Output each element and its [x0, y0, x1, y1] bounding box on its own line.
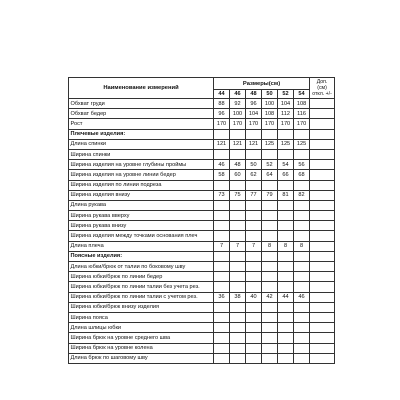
table-row	[69, 119, 335, 129]
size-value-cell: 121	[246, 139, 262, 149]
size-value-cell	[278, 180, 294, 190]
size-value-cell	[246, 333, 262, 343]
size-value-cell: 100	[230, 109, 246, 119]
size-value-cell	[230, 272, 246, 282]
size-value-cell	[246, 251, 262, 261]
size-value-cell: 108	[294, 99, 310, 109]
size-value-cell	[262, 231, 278, 241]
size-value-cell	[230, 282, 246, 292]
tolerance-cell	[310, 221, 335, 231]
tolerance-cell	[310, 282, 335, 292]
tolerance-cell	[310, 170, 335, 180]
size-value-cell	[230, 251, 246, 261]
table-row	[69, 160, 335, 170]
size-value-cell	[246, 200, 262, 210]
size-value-cell	[262, 251, 278, 261]
size-value-cell: 54	[278, 160, 294, 170]
size-value-cell	[214, 211, 230, 221]
size-header-cell: 54	[294, 90, 310, 99]
table-row	[69, 170, 335, 180]
size-value-cell	[278, 333, 294, 343]
size-value-cell	[262, 333, 278, 343]
size-value-cell	[294, 211, 310, 221]
size-value-cell	[262, 262, 278, 272]
tolerance-cell	[310, 262, 335, 272]
size-value-cell	[262, 221, 278, 231]
size-value-cell	[294, 323, 310, 333]
size-value-cell: 38	[230, 292, 246, 302]
measurement-name: Ширина изделия внизу	[69, 190, 214, 200]
size-value-cell	[262, 272, 278, 282]
size-value-cell	[214, 333, 230, 343]
size-value-cell	[214, 221, 230, 231]
size-value-cell	[278, 312, 294, 322]
size-value-cell: 112	[278, 109, 294, 119]
size-value-cell: 36	[214, 292, 230, 302]
size-value-cell: 56	[294, 160, 310, 170]
size-value-cell: 7	[214, 241, 230, 251]
size-header-cell: 46	[230, 90, 246, 99]
table-row	[69, 262, 335, 272]
measurement-name: Ширина пояса	[69, 312, 214, 322]
size-value-cell: 125	[294, 139, 310, 149]
size-value-cell: 100	[262, 99, 278, 109]
size-value-cell: 96	[246, 99, 262, 109]
tolerance-cell	[310, 119, 335, 129]
table-row	[69, 180, 335, 190]
size-value-cell: 170	[262, 119, 278, 129]
table-row	[69, 190, 335, 200]
section-title: Поясные изделия:	[69, 251, 214, 261]
size-value-cell	[278, 211, 294, 221]
size-value-cell	[278, 149, 294, 159]
size-value-cell: 121	[214, 139, 230, 149]
size-value-cell: 104	[278, 99, 294, 109]
table-row	[69, 241, 335, 251]
section-row	[69, 129, 335, 139]
tolerance-cell	[310, 139, 335, 149]
size-value-cell: 46	[294, 292, 310, 302]
size-value-cell	[246, 323, 262, 333]
measurement-name: Длина шлицы юбки	[69, 323, 214, 333]
table-row	[69, 272, 335, 282]
size-value-cell: 8	[294, 241, 310, 251]
size-value-cell	[294, 221, 310, 231]
tolerance-cell	[310, 272, 335, 282]
table-row	[69, 200, 335, 210]
size-value-cell	[294, 231, 310, 241]
size-value-cell: 104	[246, 109, 262, 119]
size-value-cell	[230, 323, 246, 333]
size-value-cell	[230, 231, 246, 241]
size-value-cell	[246, 180, 262, 190]
table-body	[69, 99, 335, 364]
measurement-name: Ширина юбки/брюк по линии талии с учетом рез.	[69, 292, 214, 302]
section-title: Плечевые изделия:	[69, 129, 214, 139]
size-value-cell: 46	[214, 160, 230, 170]
size-value-cell	[278, 231, 294, 241]
size-value-cell	[246, 272, 262, 282]
size-value-cell: 68	[294, 170, 310, 180]
size-value-cell: 81	[278, 190, 294, 200]
measurement-name-header: Наименование измерений	[69, 78, 214, 99]
size-value-cell: 52	[262, 160, 278, 170]
size-value-cell	[278, 251, 294, 261]
measurement-name: Ширина изделия на уровне глубины проймы	[69, 160, 214, 170]
size-value-cell	[294, 333, 310, 343]
size-value-cell	[294, 312, 310, 322]
measurement-name: Ширина изделия между точками основания плеч	[69, 231, 214, 241]
size-value-cell	[294, 282, 310, 292]
size-value-cell	[294, 353, 310, 363]
size-value-cell	[294, 302, 310, 312]
size-header-cell: 48	[246, 90, 262, 99]
size-value-cell	[214, 302, 230, 312]
measurement-sheet	[68, 77, 335, 364]
measurement-name: Обхват груди	[69, 99, 214, 109]
tolerance-cell	[310, 160, 335, 170]
size-value-cell: 96	[214, 109, 230, 119]
size-value-cell	[230, 221, 246, 231]
size-value-cell	[294, 129, 310, 139]
tolerance-cell	[310, 211, 335, 221]
size-value-cell	[230, 302, 246, 312]
size-value-cell	[230, 180, 246, 190]
size-value-cell	[262, 200, 278, 210]
table-row	[69, 333, 335, 343]
measurement-name: Длина юбки/брюк от талии по боковому шву	[69, 262, 214, 272]
size-value-cell: 58	[214, 170, 230, 180]
table-row	[69, 353, 335, 363]
size-value-cell	[214, 272, 230, 282]
size-value-cell	[214, 282, 230, 292]
size-value-cell	[294, 180, 310, 190]
size-value-cell	[262, 282, 278, 292]
size-header-cell: 50	[262, 90, 278, 99]
size-value-cell: 62	[246, 170, 262, 180]
tolerance-header: Доп. (см) откл. +/-	[310, 78, 335, 99]
size-value-cell: 125	[278, 139, 294, 149]
tolerance-cell	[310, 149, 335, 159]
measurement-name: Ширина юбки/брюк по линии бедер	[69, 272, 214, 282]
size-value-cell	[214, 343, 230, 353]
size-value-cell: 42	[262, 292, 278, 302]
tolerance-cell	[310, 312, 335, 322]
measurement-name: Длина плеча	[69, 241, 214, 251]
size-value-cell	[262, 129, 278, 139]
size-value-cell: 8	[278, 241, 294, 251]
size-value-cell	[278, 282, 294, 292]
measurement-name: Ширина рукава внизу	[69, 221, 214, 231]
tolerance-cell	[310, 180, 335, 190]
size-value-cell	[246, 129, 262, 139]
size-value-cell	[230, 343, 246, 353]
table-row	[69, 211, 335, 221]
size-value-cell	[214, 149, 230, 159]
size-header-cell: 52	[278, 90, 294, 99]
size-value-cell	[230, 312, 246, 322]
size-value-cell	[214, 353, 230, 363]
size-value-cell	[246, 353, 262, 363]
measurement-table	[68, 77, 335, 364]
tolerance-cell	[310, 323, 335, 333]
size-value-cell	[214, 180, 230, 190]
size-value-cell: 170	[230, 119, 246, 129]
size-value-cell	[214, 251, 230, 261]
size-value-cell: 170	[214, 119, 230, 129]
tolerance-cell	[310, 200, 335, 210]
tolerance-cell	[310, 292, 335, 302]
size-value-cell	[246, 221, 262, 231]
size-value-cell	[246, 231, 262, 241]
size-value-cell	[262, 312, 278, 322]
size-value-cell	[262, 343, 278, 353]
size-value-cell	[230, 200, 246, 210]
size-value-cell: 116	[294, 109, 310, 119]
measurement-name: Ширина спинки	[69, 149, 214, 159]
size-value-cell	[214, 323, 230, 333]
size-value-cell	[278, 272, 294, 282]
size-value-cell: 170	[246, 119, 262, 129]
measurement-name: Длина брюк по шаговому шву	[69, 353, 214, 363]
size-value-cell	[262, 211, 278, 221]
size-value-cell	[294, 343, 310, 353]
size-value-cell: 88	[214, 99, 230, 109]
size-value-cell	[278, 221, 294, 231]
tolerance-cell	[310, 343, 335, 353]
size-value-cell: 48	[230, 160, 246, 170]
measurement-name: Ширина юбки/брюк по линии талии без учета рез.	[69, 282, 214, 292]
table-row	[69, 231, 335, 241]
tolerance-cell	[310, 129, 335, 139]
size-value-cell: 108	[262, 109, 278, 119]
measurement-name: Рост	[69, 119, 214, 129]
tolerance-cell	[310, 241, 335, 251]
size-value-cell	[262, 302, 278, 312]
table-row	[69, 292, 335, 302]
size-value-cell: 170	[278, 119, 294, 129]
size-value-cell	[230, 129, 246, 139]
size-value-cell	[246, 302, 262, 312]
size-value-cell: 7	[230, 241, 246, 251]
size-value-cell: 82	[294, 190, 310, 200]
measurement-name: Длина рукава	[69, 200, 214, 210]
measurement-name: Длина спинки	[69, 139, 214, 149]
table-row	[69, 282, 335, 292]
size-value-cell: 92	[230, 99, 246, 109]
tolerance-cell	[310, 302, 335, 312]
size-value-cell: 7	[246, 241, 262, 251]
size-value-cell	[246, 211, 262, 221]
size-value-cell	[278, 302, 294, 312]
table-row	[69, 139, 335, 149]
size-value-cell: 66	[278, 170, 294, 180]
tolerance-cell	[310, 109, 335, 119]
size-value-cell: 60	[230, 170, 246, 180]
size-value-cell: 8	[262, 241, 278, 251]
tolerance-cell	[310, 251, 335, 261]
size-value-cell	[278, 323, 294, 333]
tolerance-cell	[310, 99, 335, 109]
size-value-cell	[294, 200, 310, 210]
size-value-cell	[214, 129, 230, 139]
measurement-name: Ширина юбки/брюк внизу изделия	[69, 302, 214, 312]
size-value-cell	[294, 149, 310, 159]
size-value-cell	[262, 353, 278, 363]
size-value-cell: 125	[262, 139, 278, 149]
size-value-cell	[214, 231, 230, 241]
table-row	[69, 312, 335, 322]
size-value-cell	[246, 262, 262, 272]
size-value-cell	[246, 312, 262, 322]
size-value-cell	[294, 251, 310, 261]
measurement-name: Ширина брюк на уровне колена	[69, 343, 214, 353]
measurement-name: Ширина брюк на уровне среднего шва	[69, 333, 214, 343]
table-row	[69, 99, 335, 109]
size-value-cell: 73	[214, 190, 230, 200]
tolerance-cell	[310, 190, 335, 200]
size-value-cell	[214, 262, 230, 272]
size-value-cell: 170	[294, 119, 310, 129]
size-header-cell: 44	[214, 90, 230, 99]
size-value-cell	[262, 180, 278, 190]
size-value-cell	[214, 200, 230, 210]
tolerance-cell	[310, 231, 335, 241]
size-value-cell: 79	[262, 190, 278, 200]
size-value-cell	[230, 211, 246, 221]
size-value-cell	[246, 149, 262, 159]
table-row	[69, 323, 335, 333]
size-value-cell	[278, 200, 294, 210]
size-value-cell	[262, 149, 278, 159]
size-value-cell	[294, 272, 310, 282]
size-value-cell	[262, 323, 278, 333]
size-value-cell	[278, 129, 294, 139]
table-row	[69, 109, 335, 119]
size-value-cell: 77	[246, 190, 262, 200]
size-value-cell: 44	[278, 292, 294, 302]
size-value-cell: 64	[262, 170, 278, 180]
table-row	[69, 302, 335, 312]
header-row	[69, 78, 335, 90]
size-value-cell	[230, 262, 246, 272]
measurement-name: Обхват бедер	[69, 109, 214, 119]
measurement-name: Ширина изделия на уровне линии бедер	[69, 170, 214, 180]
size-value-cell	[230, 149, 246, 159]
size-value-cell: 75	[230, 190, 246, 200]
measurement-name: Ширина изделия по линии подреза	[69, 180, 214, 190]
tolerance-cell	[310, 333, 335, 343]
size-value-cell	[278, 353, 294, 363]
size-value-cell	[278, 262, 294, 272]
section-row	[69, 251, 335, 261]
size-value-cell	[246, 343, 262, 353]
table-row	[69, 221, 335, 231]
measurement-name: Ширина рукава вверху	[69, 211, 214, 221]
size-value-cell: 50	[246, 160, 262, 170]
size-value-cell: 121	[230, 139, 246, 149]
size-value-cell	[214, 312, 230, 322]
table-row	[69, 343, 335, 353]
size-value-cell	[294, 262, 310, 272]
sizes-header: Размеры(см)	[214, 78, 310, 90]
table-row	[69, 149, 335, 159]
size-value-cell	[278, 343, 294, 353]
size-value-cell: 40	[246, 292, 262, 302]
size-value-cell	[230, 353, 246, 363]
tolerance-cell	[310, 353, 335, 363]
size-value-cell	[246, 282, 262, 292]
size-value-cell	[230, 333, 246, 343]
